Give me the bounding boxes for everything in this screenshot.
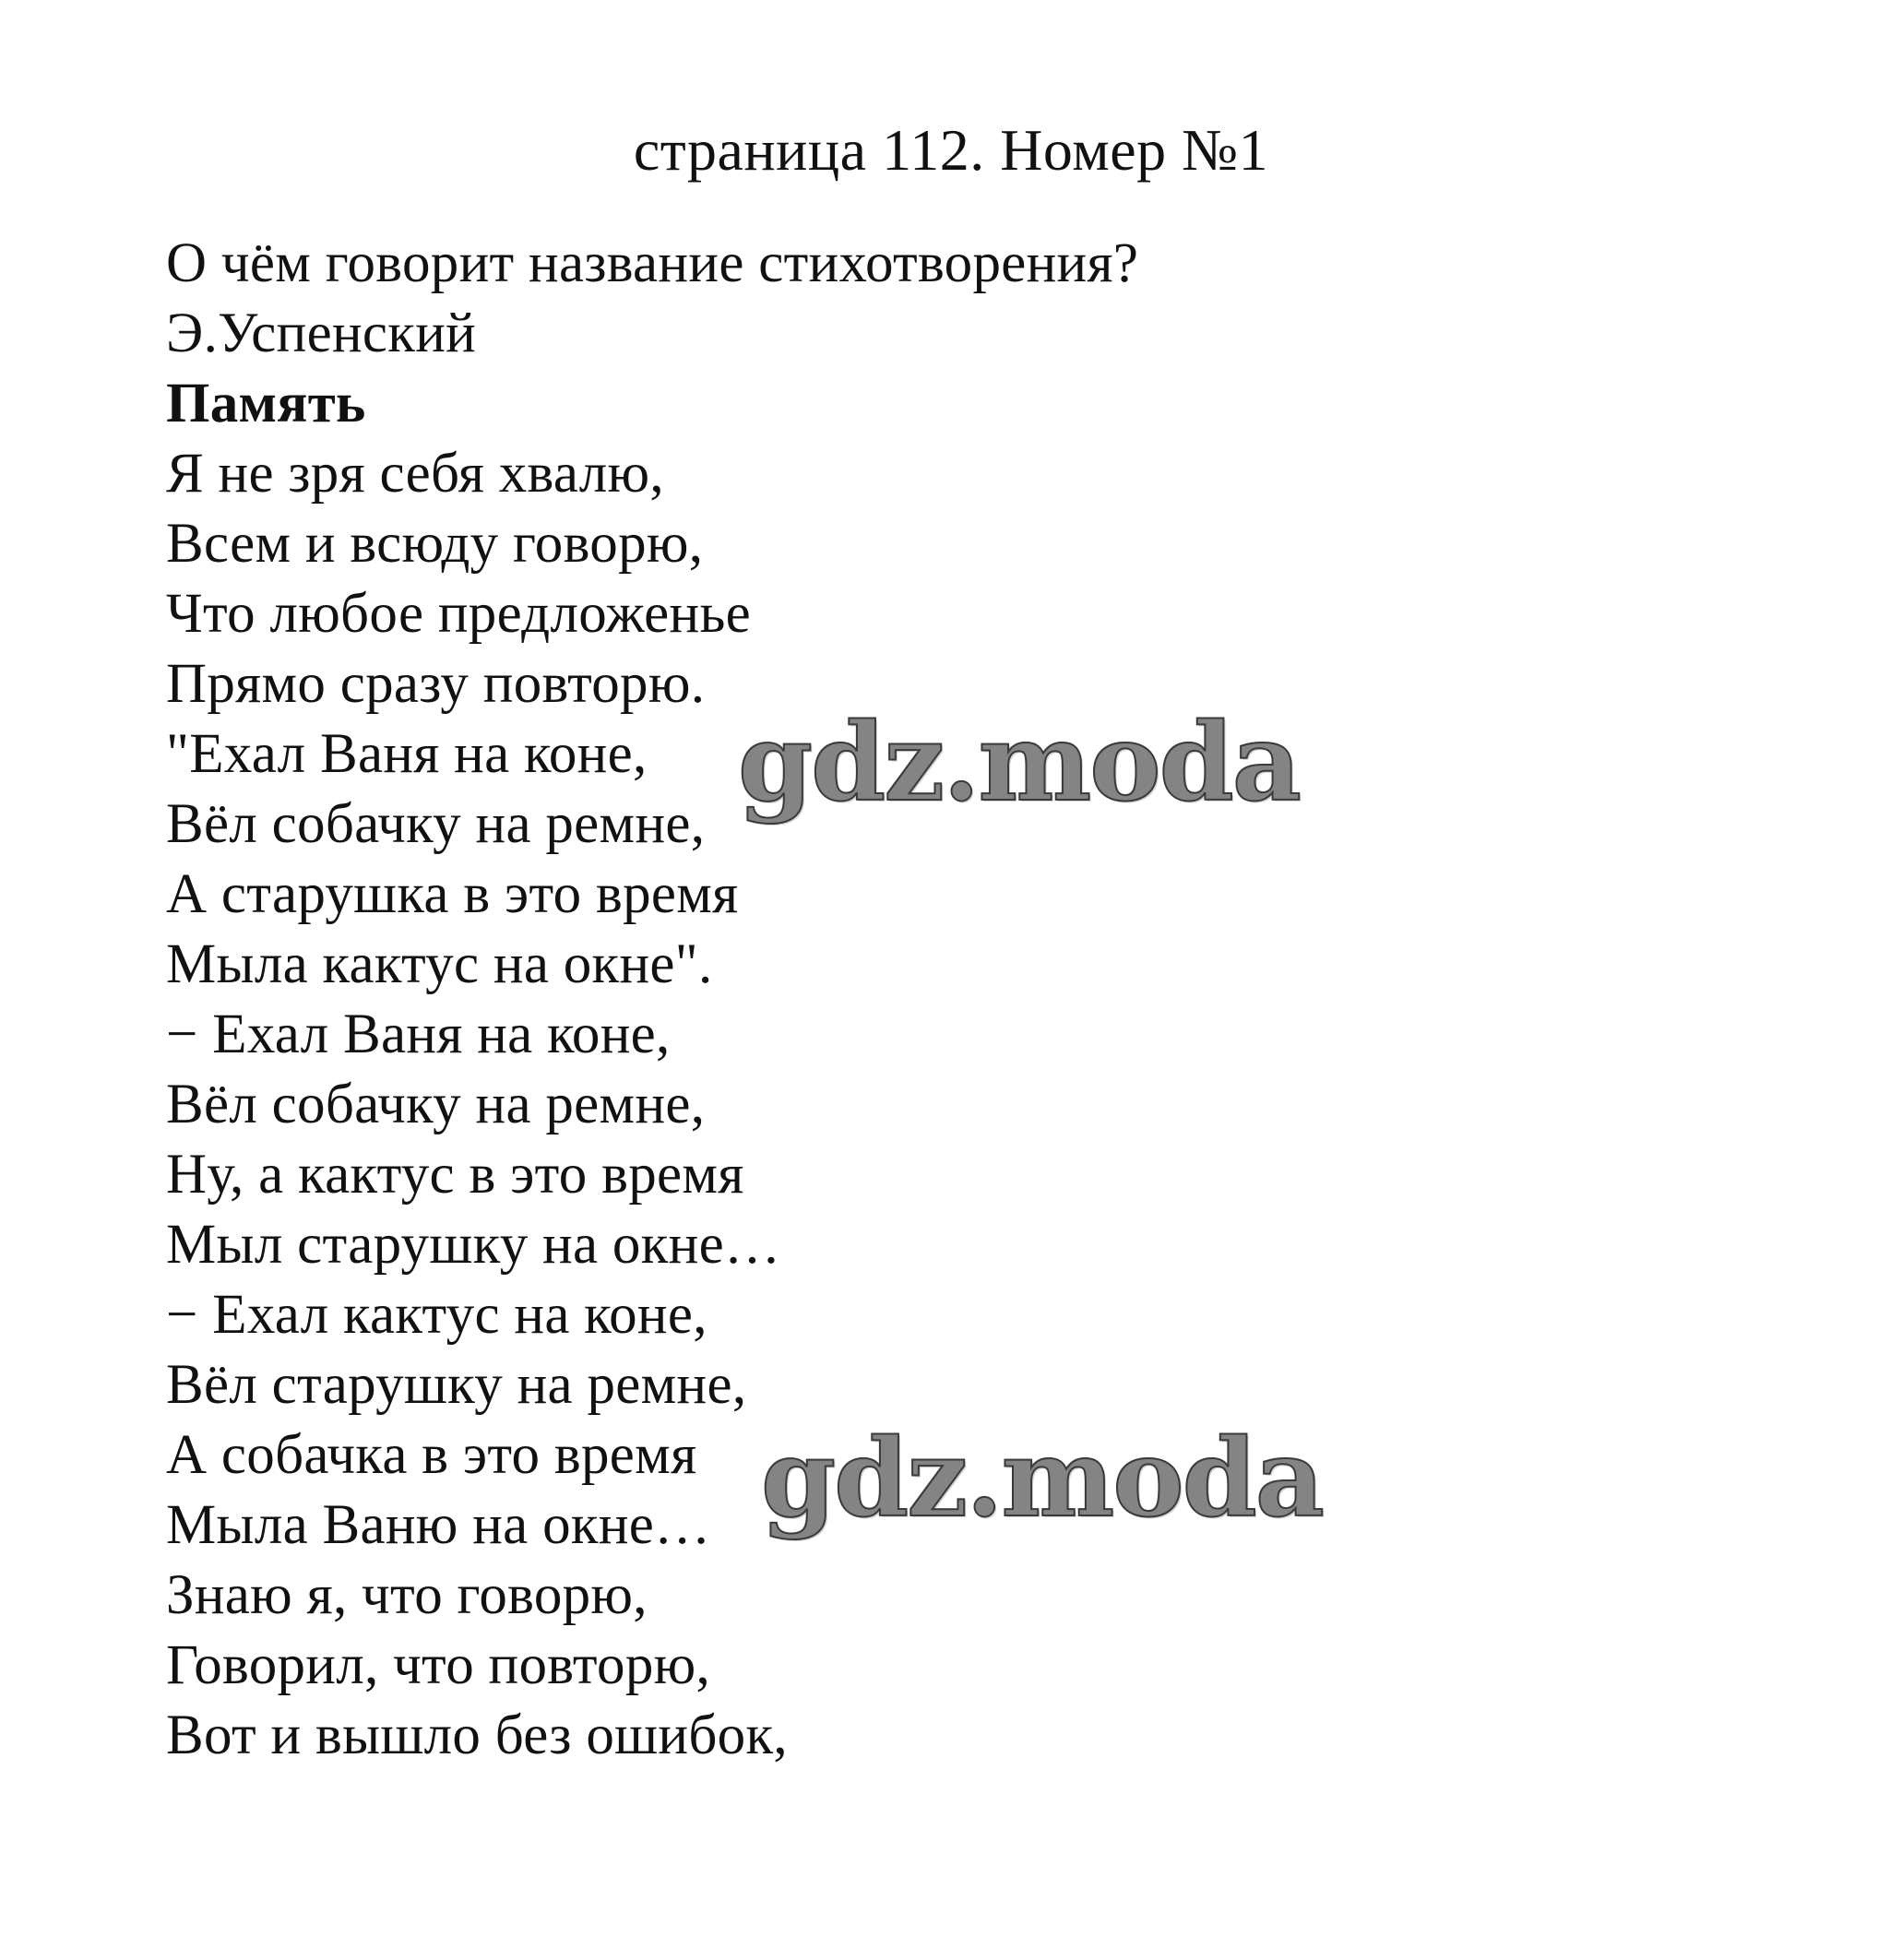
poem-line: А собачка в это время <box>166 1424 697 1486</box>
poem-line: Мыла Ваню на окне… <box>166 1494 711 1556</box>
poem-line: − Ехал кактус на коне, <box>166 1284 707 1346</box>
poem-line: Мыл старушку на окне… <box>166 1214 781 1276</box>
poem-line: Знаю я, что говорю, <box>166 1564 648 1626</box>
poem-text <box>166 439 1734 1771</box>
poem-line: Мыла кактус на окне". <box>166 933 713 995</box>
poem-line: − Ехал Ваня на коне, <box>166 1004 671 1065</box>
poem-line: А старушка в это время <box>166 863 739 925</box>
poem-line: Я не зря себя хвалю, <box>166 443 664 505</box>
poem-line: Вот и вышло без ошибок, <box>166 1705 788 1766</box>
poem-line: "Ехал Ваня на коне, <box>166 723 648 785</box>
poem-line: Всем и всюду говорю, <box>166 513 704 575</box>
poem-title: Память <box>166 373 366 434</box>
poem-line: Вёл собачку на ремне, <box>166 793 706 855</box>
poem-line: Говорил, что повторю, <box>166 1634 711 1696</box>
poem-line: Ну, а кактус в это время <box>166 1144 744 1206</box>
poem-line: Что любое предложенье <box>166 583 751 645</box>
page-header: страница 112. Номер №1 <box>633 117 1269 183</box>
watermark-logo: gdz.moda <box>738 700 1300 826</box>
poem-line: Прямо сразу повторю. <box>166 653 706 715</box>
watermark-logo: gdz.moda <box>761 1416 1323 1541</box>
author-name: Э.Успенский <box>166 303 477 364</box>
poem-line: Вёл собачку на ремне, <box>166 1074 706 1135</box>
question-text: О чём говорит название стихотворения? <box>166 232 1139 294</box>
poem-line: Вёл старушку на ремне, <box>166 1354 747 1416</box>
